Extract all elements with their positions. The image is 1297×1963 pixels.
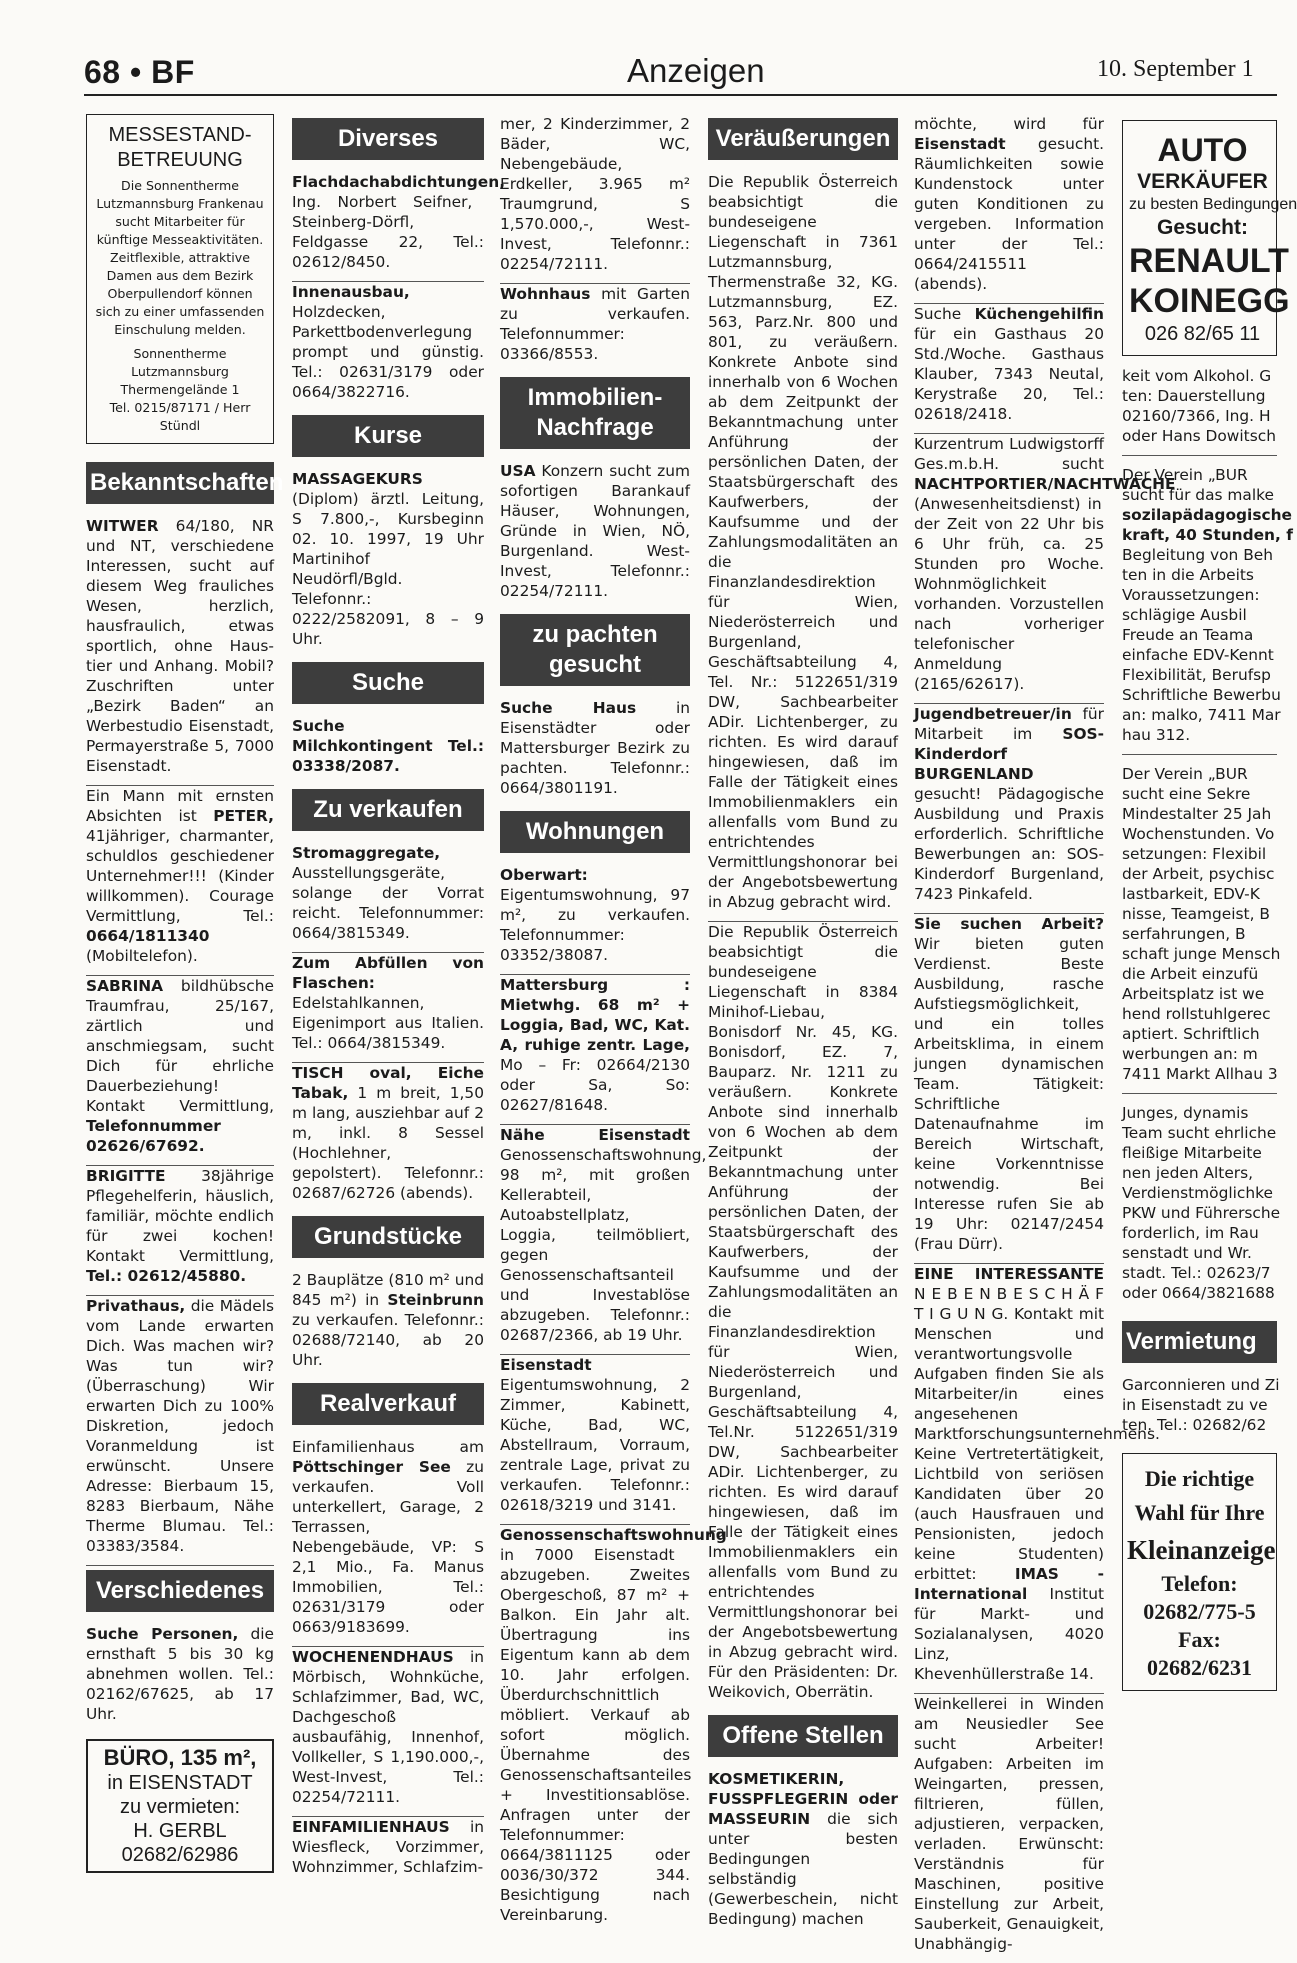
text-line: Wochenstunden. Vo xyxy=(1122,825,1275,843)
box-addr-3: Tel. 0215/87171 / Herr Stündl xyxy=(109,400,251,433)
classified-ad: Wohnhaus mit Garten zu verkaufen. Telefonnummer: 03366/8553. xyxy=(500,285,690,363)
buero-line: in EISENSTADT xyxy=(107,1772,253,1794)
classified-ad: KOSMETIKERIN, FUSSPFLEGERIN oder MASSEURIN die sich unter besten Bedingungen selbständig (Gewerbeschein, nicht Bedingung) machen xyxy=(708,1770,898,1928)
classified-ad: mer, 2 Kinderzimmer, 2 Bäder, WC, Nebengebäude, Erdkeller, 3.965 m² Traumgrund, S 1,570.000,-, West-Invest, Telefonnr.: 02254/72111. xyxy=(500,114,690,284)
text-line: oder Hans Dowitsch xyxy=(1122,427,1276,445)
text-line: einfache EDV-Kennt xyxy=(1122,646,1274,664)
classified-ad: EINFAMILIENHAUS in Wiesfleck, Vorzimmer, Wohnzimmer, Schlafzim- xyxy=(292,1818,484,1876)
classified-ad: BRIGITTE 38jährige Pflegehelferin, häuslich, familiär, möchte endlich für zwei kochen! Kontakt Vermittlung, Tel.: 02612/45880. xyxy=(86,1166,274,1296)
text-line: keit vom Alkohol. G xyxy=(1122,367,1272,385)
section-header: Offene Stellen xyxy=(708,1715,898,1757)
auto-ad-box xyxy=(1122,120,1297,356)
header-rule xyxy=(84,94,1277,96)
issue-date: 10. September 1 xyxy=(1097,56,1254,82)
text-line: setzungen: Flexibil xyxy=(1122,845,1267,863)
column-6 xyxy=(1122,120,1297,1691)
section-header: Wohnungen xyxy=(500,811,690,853)
classified-ad: WOCHENENDHAUS in Mörbisch, Wohnküche, Schlafzimmer, Bad, WC, Dachgeschoß ausbaufähig, Innenhof, Vollkeller, S 1,190.000,-, West-Invest, Tel.: 02254/72111. xyxy=(292,1647,484,1817)
section-title: Anzeigen xyxy=(627,52,765,89)
buero-title: BÜRO, 135 m², xyxy=(103,1745,257,1770)
column-3 xyxy=(500,114,727,1934)
text-line: nisse, Teamgeist, B xyxy=(1122,905,1270,923)
text-line: Arbeitsplatz ist we xyxy=(1122,985,1265,1003)
box-addr-2: Thermengelände 1 xyxy=(120,382,240,397)
classified-ad: Suche Küchengehilfin für ein Gasthaus 20 Std./Woche. Gasthaus Klauber, 7343 Neutal, Kerystraße 20, Tel.: 02618/2418. xyxy=(914,304,1104,434)
classified-ad: Oberwart: Eigentumswohnung, 97 m², zu verkaufen. Telefonnummer: 03352/38087. xyxy=(500,865,690,975)
text-line: Schriftliche Bewerbu xyxy=(1122,686,1281,704)
column-1 xyxy=(86,114,284,1873)
classified-ad: Suche Haus in Eisenstädter oder Mattersburger Bezirk zu pachten. Telefonnr.: 0664/3801191. xyxy=(500,699,690,797)
buero-box xyxy=(86,1739,274,1873)
text-line: hend rollstuhlgerec xyxy=(1122,1005,1271,1023)
text-line: forderlich, im Rau xyxy=(1122,1224,1259,1242)
text-line: Garconnieren und Zi xyxy=(1122,1376,1280,1394)
auto-line: AUTO xyxy=(1157,132,1248,168)
kbox-line: Die richtige xyxy=(1144,1466,1255,1491)
auto-line: RENAULT xyxy=(1129,242,1289,280)
section-header: Immobilien-Nachfrage xyxy=(500,377,690,449)
section-header: Grundstücke xyxy=(292,1216,484,1258)
text-line: der Arbeit, psychisc xyxy=(1122,865,1275,883)
classified-ad: Die Republik Österreich beabsichtigt die bundeseigene Liegenschaft in 7361 Lutzmannsburg, Thermenstraße 32, KG. Lutzmannsburg, EZ. 563, Parz.Nr. 800 und 801, zu veräußern. Konkrete Anbote sind innerhalb von 6 Wochen ab dem Zeitpunkt der Bekanntmachung unter Anführung der persönlichen Daten, der Staatsbürgerschaft des Kaufwerbers, der Kaufsumme und der Zahlungsmodalitäten an die Finanzlandesdirektion für Wien, Niederösterreich und Burgenland, Geschäftsabteilung 4, Tel. Nr.: 5122651/319 DW, Sachbearbeiter ADir. Lichtenberger, zu richten. Es wird darauf hingewiesen, daß im Falle der Tätigkeit eines Immobilienmaklers ein allenfalls vom Bund zu entrichtendes Vermittlungshonorar bei der Angebotsbewertung in Abzug gebracht wird. xyxy=(708,172,898,922)
text-line: Verdienstmöglichke xyxy=(1122,1184,1273,1202)
classified-ad: Genossenschaftswohnung in 7000 Eisenstadt abzugeben. Zweites Obergeschoß, 87 m² + Balkon. Ein Jahr alt. Übertragung ins Eigentum kann ab dem 10. Jahr erfolgen. Überdurchschnittlich möbliert. Verkauf ab sofort möglich. Übernahme des Genossenschaftsanteiles + Investitionsablöse. Anfragen unter der Telefonnummer: 0664/3811125 oder 0036/30/372 344. Besichtigung nach Vereinbarung. xyxy=(500,1526,727,1924)
classified-ad: Nähe Eisenstadt Genossenschaftswohnung, 98 m², mit großen Kellerabteil, Autoabstellplatz, Loggia, teilmöbliert, gegen Genossenschaftsanteil und Investablöse abzugeben. Telefonnr.: 02687/2366, ab 19 Uhr. xyxy=(500,1125,690,1355)
kbox-line: Telefon: xyxy=(1161,1571,1238,1596)
text-line: fleißige Mitarbeite xyxy=(1122,1144,1262,1162)
buero-line: zu vermieten: xyxy=(119,1796,241,1818)
column-2 xyxy=(292,114,506,1886)
text-line: stadt. Tel.: 02623/7 xyxy=(1122,1264,1271,1282)
text-line: werbungen an: m xyxy=(1122,1045,1258,1063)
text-line: lastbarkeit, EDV-K xyxy=(1122,885,1260,903)
classified-ad: Suche Milchkontingent Tel.: 03338/2087. xyxy=(292,717,484,775)
kbox-line: Wahl für Ihre xyxy=(1134,1500,1265,1525)
box-title: MESSESTAND-BETREUUNG xyxy=(108,124,252,171)
text-line: oder 0664/3821688 xyxy=(1122,1284,1275,1302)
auto-line: zu besten Bedingungen xyxy=(1129,196,1297,213)
text-line: 7411 Markt Allhau 3 xyxy=(1122,1065,1278,1083)
section-header: Bekanntschaften xyxy=(86,462,274,504)
classified-ad: Suche Personen, die ernsthaft 5 bis 30 kg abnehmen wollen. Tel.: 02162/67625, ab 17 Uhr. xyxy=(86,1625,274,1723)
text-line: Der Verein „BUR xyxy=(1122,466,1248,484)
classified-ad: möchte, wird für Eisenstadt gesucht. Räumlichkeiten sowie Kundenstock unter guten Konditionen zu vergeben. Information unter der Tel.: 0664/2415511 (abends). xyxy=(914,114,1104,304)
text-line: sucht eine Sekre xyxy=(1122,785,1251,803)
text-line: Begleitung von Beh xyxy=(1122,546,1273,564)
section-header: Zu verkaufen xyxy=(292,789,484,831)
text-line: kraft, 40 Stunden, f xyxy=(1122,526,1293,544)
kbox-line: 02682/6231 xyxy=(1146,1655,1253,1680)
box-addr-1: Sonnentherme Lutzmannsburg xyxy=(131,346,229,379)
classified-ad: Kurzentrum Ludwigstorff Ges.m.b.H. sucht NACHTPORTIER/NACHTWACHE (Anwesenheitsdienst) in der Zeit von 22 Uhr bis 6 Uhr früh, ca. 25 Stunden pro Woche. Wohnmöglichkeit vorhanden. Vorzustellen nach vorheriger telefonischer Anmeldung (2165/62617). xyxy=(914,434,1104,704)
classified-ad: Einfamilienhaus am Pöttschinger See zu verkaufen. Voll unterkellert, Garage, 2 Terrassen, Nebengebäude, VP: S 2,1 Mio., Fa. Manus Immobilien, Tel.: 02631/3179 oder 0663/9183699. xyxy=(292,1437,484,1647)
auto-line: 026 82/65 11 xyxy=(1144,323,1261,345)
cut-text-block xyxy=(1122,1375,1280,1435)
text-line: schaft junge Mensch xyxy=(1122,945,1281,963)
text-line: 02160/7366, Ing. H xyxy=(1122,407,1271,425)
text-line: PKW und Führersche xyxy=(1122,1204,1281,1222)
text-line: senstadt und Wr. xyxy=(1122,1244,1252,1262)
text-line: nen jeden Alters, xyxy=(1122,1164,1254,1182)
column-4 xyxy=(708,114,898,1938)
classified-ad: USA Konzern sucht zum sofortigen Barankauf Häuser, Wohnungen, Gründe in Wien, NÖ, Burgenland. West-Invest, Telefonnr.: 02254/72111. xyxy=(500,462,690,600)
kleinanzeigen-box xyxy=(1122,1453,1277,1691)
classified-ad: SABRINA bildhübsche Traumfrau, 25/167, zärtlich und anschmiegsam, sucht Dich für ehrliche Dauerbeziehung! Kontakt Vermittlung, Telefonnummer 02626/67692. xyxy=(86,976,274,1166)
classified-ad: Mattersburg : Mietwhg. 68 m² + Loggia, Bad, WC, Kat. A, ruhige zentr. Lage, Mo – Fr: 02664/2130 oder Sa, So: 02627/81648. xyxy=(500,975,690,1125)
text-line: an: malko, 7411 Mar xyxy=(1122,706,1281,724)
text-line: ten. Tel.: 02682/62 xyxy=(1122,1416,1267,1434)
text-line: Flexibilität, Berufsp xyxy=(1122,666,1271,684)
classified-ad: Eisenstadt Eigentumswohnung, 2 Zimmer, Kabinett, Küche, Bad, WC, Abstellraum, Vorraum, zentrale Lage, privat zu verkaufen. Telefonnr.: 02618/3219 und 3141. xyxy=(500,1355,690,1525)
text-line: in Eisenstadt zu ve xyxy=(1122,1396,1268,1414)
classified-ad: Innenausbau, Holzdecken, Parkettbodenverlegung prompt und günstig. Tel.: 02631/3179 oder 0664/3822716. xyxy=(292,283,484,401)
classified-ad: Die Republik Österreich beabsichtigt die bundeseigene Liegenschaft in 8384 Minihof-Liebau, Bonisdorf Nr. 45, KG. Bonisdorf, EZ. 7, Bauparz. Nr. 1211 zu veräußern. Konkrete Anbote sind innerhalb von 6 Wochen ab dem Zeitpunkt der Bekanntmachung unter Anführung der persönlichen Daten, der Staatsbürgerschaft des Kaufwerbers, der Kaufsumme und der Zahlungsmodalitäten an die Finanzlandesdirektion für Wien, Niederösterreich und Burgenland, Geschäftsabteilung 4, Tel.Nr. 5122651/319 DW, Sachbearbeiter ADir. Lichtenberger, zu richten. Es wird darauf hingewiesen, daß im Falle der Tätigkeit eines Immobilienmaklers ein allenfalls vom Bund zu entrichtendes Vermittlungshonorar bei der Angebotsbewertung in Abzug gebracht wird. Für den Präsidenten: Dr. Weikovich, Oberrätin. xyxy=(708,923,898,1701)
section-header: Realverkauf xyxy=(292,1383,484,1425)
text-line: Team sucht ehrliche xyxy=(1122,1124,1277,1142)
text-line: hau 312. xyxy=(1122,726,1191,744)
auto-line: Gesucht: xyxy=(1156,216,1248,239)
text-line: Der Verein „BUR xyxy=(1122,765,1248,783)
section-header: Diverses xyxy=(292,118,484,160)
text-line: ten: Dauerstellung xyxy=(1122,387,1266,405)
classified-ad: Flachdachabdichtungen, Ing. Norbert Seifner, Steinberg-Dörfl, Feldgasse 22, Tel.: 02612/8450. xyxy=(292,172,484,282)
section-header: zu pachten gesucht xyxy=(500,614,690,686)
text-line: serfahrungen, B xyxy=(1122,925,1246,943)
classified-ad: Ein Mann mit ernsten Absichten ist PETER, 41jähriger, charmanter, schuldlos geschiedener Unternehmer!!! (Kinder willkommen). Courage Vermittlung, Tel.: 0664/1811340 (Mobiltelefon). xyxy=(86,786,274,976)
box-body: Die Sonnentherme Lutzmannsburg Frankenau sucht Mitarbeiter für künftige Messeaktivitäten. Zeitflexible, attraktive Damen aus dem Bezirk Oberpullendorf können sich zu einer umfassenden Einschulung melden. xyxy=(95,178,265,337)
classified-ad: WITWER 64/180, NR und NT, verschiedene Interessen, sucht auf diesem Weg frauliches Wesen, herzlich, hausfraulich, etwas sportlich, ohne Haus-tier und Anhang. Mobil? Zuschriften unter „Bezirk Baden“ an Werbestudio Eisenstadt, Permayerstraße 5, 7000 Eisenstadt. xyxy=(86,516,274,786)
section-header: Vermietung xyxy=(1122,1321,1277,1363)
section-header: Suche xyxy=(292,662,484,704)
text-line: Mindestalter 25 Jah xyxy=(1122,805,1272,823)
classified-ad: 2 Bauplätze (810 m² und 845 m²) in Steinbrunn zu verkaufen. Telefonnr.: 02688/72140, ab 20 Uhr. xyxy=(292,1271,484,1369)
section-header: Kurse xyxy=(292,415,484,457)
classified-ad: EINE INTERESSANTE N E B E N B E S C H Ä F T I G U N G. Kontakt mit Menschen und verantwortungsvolle Aufgaben finden Sie als Mitarbeiter/in eines angesehenen Marktforschungsunternehmens. Keine Vertretertätigkeit, Lichtbild von seriösen Kandidaten über 20 (auch Hausfrauen und Pensionisten, jedoch keine Studenten) erbittet: IMAS - International Institut für Markt- und Sozialanalysen, 4020 Linz, Khevenhüllerstraße 14. xyxy=(914,1264,1104,1694)
section-header: Veräußerungen xyxy=(708,118,898,160)
classified-ad: Privathaus, die Mädels vom Lande erwarten Dich. Was machen wir? Was tun wir? (Überraschung) Wir erwarten Dich zu 100% Diskretion, jedoch Voranmeldung ist erwünscht. Unsere Adresse: Bierbaum 15, 8283 Bierbaum, Nähe Therme Blumau. Tel.: 03383/3584. xyxy=(86,1296,274,1566)
kbox-line: 02682/775-5 xyxy=(1143,1599,1256,1624)
classified-ad: Sie suchen Arbeit? Wir bieten guten Verdienst. Beste Ausbildung, rasche Aufstiegsmöglichkeit, und ein tolles Arbeitsklima, in einem jungen dynamischen Team. Tätigkeit: Schriftliche Datenaufnahme im Bereich Wirtschaft, keine Vorkenntnisse notwendig. Bei Interesse rufen Sie ab 19 Uhr: 02147/2454 (Frau Dürr). xyxy=(914,914,1104,1264)
text-line: Voraussetzungen: xyxy=(1122,586,1260,604)
text-line: aptiert. Schriftlich xyxy=(1122,1025,1260,1043)
kbox-line: Fax: xyxy=(1178,1627,1221,1652)
buero-line: H. GERBL xyxy=(133,1820,227,1842)
cut-text-block xyxy=(1122,366,1293,1312)
text-line: Junges, dynamis xyxy=(1122,1104,1249,1122)
text-line: schlägige Ausbil xyxy=(1122,606,1247,624)
classified-ad: Zum Abfüllen von Flaschen: Edelstahlkannen, Eigenimport aus Italien. Tel.: 0664/3815349. xyxy=(292,953,484,1063)
messestand-box xyxy=(86,114,274,444)
page-number: 68 • BF xyxy=(84,54,195,90)
text-line: Freude an Teama xyxy=(1122,626,1254,644)
text-line: sucht für das malke xyxy=(1122,486,1274,504)
kbox-line: Kleinanzeige xyxy=(1127,1535,1276,1565)
classified-ad: Stromaggregate, Ausstellungsgeräte, solange der Vorrat reicht. Telefonnummer: 0664/3815349. xyxy=(292,843,484,953)
classified-ad: Weinkellerei in Winden am Neusiedler See sucht Arbeiter! Aufgaben: Arbeiten im Weingarten, pressen, filtrieren, füllen, adjustieren, verpacken, verladen. Erwünscht: Verständnis für Maschinen, positive Einstellung zur Arbeit, Sauberkeit, Genauigkeit, Unabhängig- xyxy=(914,1695,1104,1953)
auto-line: KOINEGG xyxy=(1129,282,1290,320)
text-line: die Arbeit einzufü xyxy=(1122,965,1259,983)
buero-line: 02682/62986 xyxy=(121,1844,239,1866)
classified-ad: TISCH oval, Eiche Tabak, 1 m breit, 1,50 m lang, ausziehbar auf 2 m, inkl. 8 Sessel (Hochlehner, gepolstert). Telefonnr.: 02687/62726 (abends). xyxy=(292,1064,484,1202)
classified-ad: Jugendbetreuer/in für Mitarbeit im SOS-Kinderdorf BURGENLAND gesucht! Pädagogische Ausbildung und Praxis erforderlich. Schriftliche Bewerbungen an: SOS-Kinderdorf Burgenland, 7423 Pinkafeld. xyxy=(914,704,1104,914)
classified-ad: MASSAGEKURS (Diplom) ärztl. Leitung, S 7.800,-, Kursbeginn 02. 10. 1997, 19 Uhr Martinihof Neudörfl/Bgld. Telefonnr.: 0222/2582091, 8 – 9 Uhr. xyxy=(292,470,484,648)
section-header: Verschiedenes xyxy=(86,1570,274,1612)
text-line: sozilapädagogische xyxy=(1122,506,1292,524)
text-line: ten in die Arbeits xyxy=(1122,566,1254,584)
auto-line: VERKÄUFER xyxy=(1137,170,1268,193)
